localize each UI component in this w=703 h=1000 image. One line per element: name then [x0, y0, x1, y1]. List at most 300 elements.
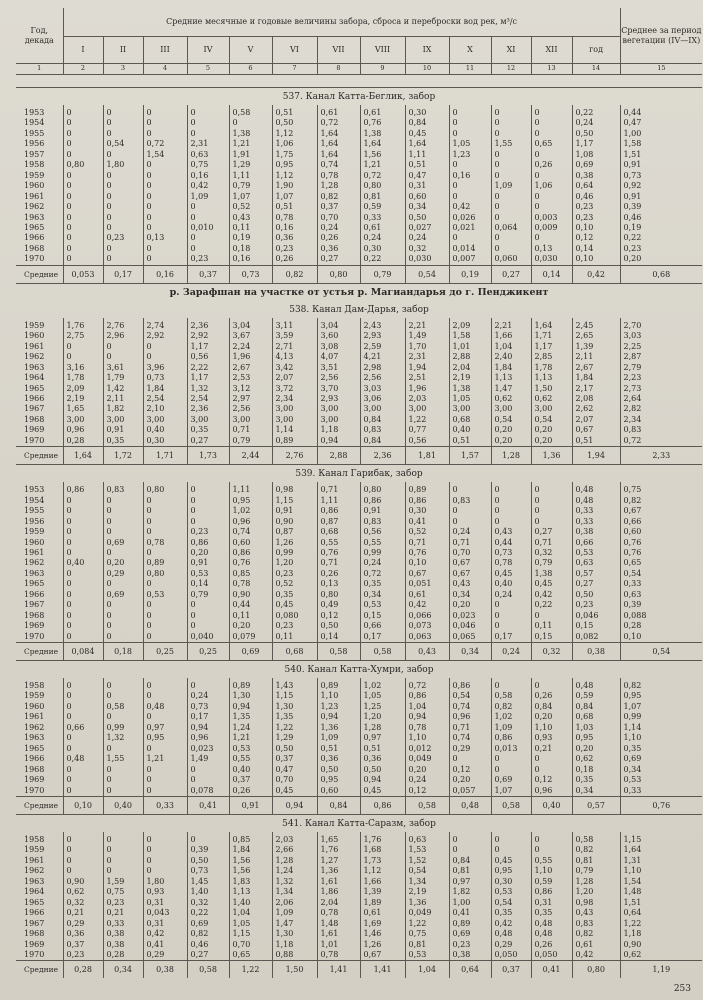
value-cell: 0,36 — [317, 754, 360, 764]
value-cell: 0,29 — [63, 919, 103, 929]
value-cell: 0 — [449, 832, 491, 845]
value-cell: 0,91 — [360, 506, 405, 516]
average-value: 0,54 — [620, 643, 702, 661]
value-cell: 0,088 — [620, 611, 702, 621]
table-row — [16, 908, 702, 918]
value-cell: 0,12 — [531, 775, 572, 785]
value-cell: 2,04 — [317, 898, 360, 908]
value-cell: 0,81 — [360, 192, 405, 202]
year-cell: 1961 — [24, 712, 45, 722]
value-cell: 1,80 — [143, 877, 187, 887]
value-cell: 0,43 — [572, 908, 620, 918]
average-value: 0,58 — [405, 797, 449, 815]
value-cell: 0 — [63, 352, 103, 362]
value-cell: 1,02 — [491, 712, 531, 722]
table-row — [16, 765, 702, 775]
value-cell: 0 — [103, 181, 143, 191]
average-value: 1,04 — [405, 961, 449, 979]
average-value: 1,94 — [572, 447, 620, 465]
value-cell: 0,030 — [405, 254, 449, 265]
value-cell: 0,50 — [317, 765, 360, 775]
value-cell: 0 — [491, 213, 531, 223]
value-cell: 1,51 — [620, 898, 702, 908]
value-cell: 0,20 — [620, 254, 702, 265]
value-cell: 0 — [143, 856, 187, 866]
value-cell: 0 — [103, 223, 143, 233]
value-cell: 0,24 — [405, 775, 449, 785]
table-row — [16, 558, 702, 568]
value-cell: 0,051 — [405, 579, 449, 589]
column-number: 5 — [187, 64, 229, 75]
value-cell: 2,62 — [572, 404, 620, 414]
average-value: 0,16 — [143, 265, 187, 283]
value-cell: 0,61 — [572, 940, 620, 950]
value-cell: 0,58 — [491, 691, 531, 701]
value-cell: 0,69 — [449, 929, 491, 939]
value-cell: 1,05 — [229, 919, 272, 929]
value-cell: 0,99 — [620, 712, 702, 722]
value-cell: 0 — [449, 482, 491, 495]
average-value: 0,28 — [63, 961, 103, 979]
value-cell: 1,61 — [317, 929, 360, 939]
main-column-header: Средние месячные и годовые величины забора, сброса и переброски вод рек, м³/с — [63, 8, 620, 37]
value-cell: 0 — [103, 579, 143, 589]
average-value: 1,28 — [491, 447, 531, 465]
value-cell: 0,62 — [63, 887, 103, 897]
value-cell: 0,82 — [491, 702, 531, 712]
value-cell: 0,51 — [449, 436, 491, 447]
year-cell: 1966 — [24, 233, 45, 243]
month-header: X — [449, 37, 491, 64]
table-row — [16, 929, 702, 939]
value-cell: 0 — [531, 129, 572, 139]
average-value: 0,41 — [531, 961, 572, 979]
value-cell: 2,34 — [620, 415, 702, 425]
value-cell: 0,53 — [187, 569, 229, 579]
value-cell: 0,96 — [229, 517, 272, 527]
table-row — [16, 373, 702, 383]
value-cell: 0 — [63, 105, 103, 118]
value-cell: 0,61 — [317, 105, 360, 118]
value-cell: 1,69 — [360, 919, 405, 929]
value-cell: 0,42 — [187, 181, 229, 191]
value-cell: 1,45 — [187, 877, 229, 887]
value-cell: 0,68 — [317, 527, 360, 537]
value-cell: 1,18 — [272, 940, 317, 950]
value-cell: 0,51 — [405, 160, 449, 170]
value-cell: 1,55 — [491, 139, 531, 149]
value-cell: 2,66 — [272, 845, 317, 855]
average-value: 0,80 — [317, 265, 360, 283]
value-cell: 0 — [531, 678, 572, 691]
value-cell: 0 — [143, 678, 187, 691]
value-cell: 3,00 — [317, 404, 360, 414]
table-row — [16, 482, 702, 495]
table-row — [16, 150, 702, 160]
year-cell: 1959 — [24, 170, 45, 180]
value-cell: 3,16 — [63, 363, 103, 373]
year-cell: 1961 — [24, 341, 45, 351]
value-cell: 0,91 — [272, 506, 317, 516]
value-cell: 0,45 — [360, 786, 405, 797]
value-cell: 0,48 — [63, 754, 103, 764]
value-cell: 2,43 — [360, 318, 405, 331]
value-cell: 0,11 — [272, 632, 317, 643]
table-row — [16, 744, 702, 754]
value-cell: 2,67 — [229, 363, 272, 373]
value-cell: 0 — [187, 611, 229, 621]
average-row — [16, 447, 702, 465]
average-value: 1,73 — [187, 447, 229, 465]
value-cell: 0 — [63, 548, 103, 558]
value-cell: 2,45 — [572, 318, 620, 331]
value-cell: 0,10 — [572, 254, 620, 265]
value-cell: 0,12 — [572, 233, 620, 243]
value-cell: 0,28 — [620, 621, 702, 631]
value-cell: 0,40 — [143, 425, 187, 435]
table-row — [16, 213, 702, 223]
value-cell: 0,67 — [449, 569, 491, 579]
year-cell: 1965 — [24, 222, 45, 232]
value-cell: 1,12 — [272, 171, 317, 181]
value-cell: 0,67 — [572, 425, 620, 435]
value-cell: 0,72 — [620, 436, 702, 447]
value-cell: 0,83 — [360, 425, 405, 435]
value-cell: 1,22 — [405, 415, 449, 425]
value-cell: 0,27 — [572, 579, 620, 589]
value-cell: 3,67 — [229, 331, 272, 341]
value-cell: 0,95 — [229, 496, 272, 506]
value-cell: 0,20 — [449, 600, 491, 610]
value-cell: 1,15 — [272, 496, 317, 506]
value-cell: 0,050 — [491, 950, 531, 961]
value-cell: 0,58 — [572, 832, 620, 845]
value-cell: 0 — [143, 744, 187, 754]
value-cell: 0 — [103, 775, 143, 785]
value-cell: 0,81 — [405, 940, 449, 950]
column-number: 1 — [16, 64, 63, 75]
average-value: 0,43 — [405, 643, 449, 661]
value-cell: 1,84 — [229, 845, 272, 855]
value-cell: 0,80 — [360, 482, 405, 495]
value-cell: 0,080 — [272, 611, 317, 621]
month-header: XI — [491, 37, 531, 64]
value-cell: 1,31 — [620, 856, 702, 866]
table-row — [16, 950, 702, 961]
value-cell: 1,49 — [405, 331, 449, 341]
value-cell: 0,48 — [531, 929, 572, 939]
value-cell: 0,68 — [449, 415, 491, 425]
value-cell: 0 — [63, 150, 103, 160]
year-cell: 1970 — [24, 631, 45, 641]
value-cell: 0 — [63, 171, 103, 181]
value-cell: 0,62 — [620, 950, 702, 961]
value-cell: 0,57 — [572, 569, 620, 579]
table-row — [16, 569, 702, 579]
value-cell: 0,20 — [531, 425, 572, 435]
value-cell: 0,13 — [317, 579, 360, 589]
value-cell: 0,51 — [317, 744, 360, 754]
value-cell: 0,47 — [620, 118, 702, 128]
table-row — [16, 244, 702, 254]
value-cell: 0 — [187, 517, 229, 527]
value-cell: 0,60 — [317, 786, 360, 797]
value-cell: 0,13 — [531, 244, 572, 254]
value-cell: 1,34 — [405, 877, 449, 887]
value-cell: 1,07 — [229, 192, 272, 202]
value-cell: 0,23 — [103, 233, 143, 243]
month-header: II — [103, 37, 143, 64]
value-cell: 1,36 — [317, 866, 360, 876]
column-number: 11 — [449, 64, 491, 75]
average-value: 2,44 — [229, 447, 272, 465]
value-cell: 0,33 — [572, 506, 620, 516]
value-cell: 0,88 — [272, 950, 317, 961]
value-cell: 2,73 — [620, 384, 702, 394]
average-value: 0,32 — [531, 643, 572, 661]
value-cell: 0 — [449, 118, 491, 128]
value-cell: 0,079 — [229, 632, 272, 643]
value-cell: 2,40 — [491, 352, 531, 362]
value-cell: 1,53 — [405, 845, 449, 855]
year-cell: 1960 — [24, 701, 45, 711]
value-cell: 0 — [449, 233, 491, 243]
value-cell: 0,10 — [405, 558, 449, 568]
value-cell: 0,67 — [620, 506, 702, 516]
table-row — [16, 118, 702, 128]
value-cell: 2,10 — [143, 404, 187, 414]
value-cell: 0,16 — [229, 254, 272, 265]
table-row — [16, 192, 702, 202]
year-cell: 1958 — [24, 160, 45, 170]
value-cell: 0,71 — [449, 538, 491, 548]
average-value: 0,82 — [272, 265, 317, 283]
value-cell: 1,71 — [531, 331, 572, 341]
value-cell: 0 — [531, 832, 572, 845]
average-value: 0,37 — [491, 961, 531, 979]
value-cell: 0,86 — [405, 691, 449, 701]
value-cell: 0,20 — [405, 765, 449, 775]
value-cell: 1,84 — [491, 363, 531, 373]
value-cell: 0,39 — [620, 202, 702, 212]
average-value: 1,36 — [531, 447, 572, 465]
value-cell: 1,09 — [491, 181, 531, 191]
value-cell: 0,49 — [317, 600, 360, 610]
value-cell: 0 — [449, 192, 491, 202]
value-cell: 0 — [143, 845, 187, 855]
value-cell: 1,30 — [272, 702, 317, 712]
average-value: 0,19 — [449, 265, 491, 283]
value-cell: 0,76 — [229, 558, 272, 568]
value-cell: 0,22 — [531, 600, 572, 610]
value-cell: 1,84 — [572, 373, 620, 383]
value-cell: 1,17 — [572, 139, 620, 149]
year-cell: 1961 — [24, 855, 45, 865]
value-cell: 0,50 — [272, 118, 317, 128]
value-cell: 1,23 — [317, 702, 360, 712]
value-cell: 0,42 — [491, 919, 531, 929]
value-cell: 1,09 — [491, 723, 531, 733]
section — [16, 660, 702, 814]
value-cell: 0 — [491, 832, 531, 845]
value-cell: 0 — [531, 506, 572, 516]
section-title: 538. Канал Дам-Дарья, забор — [289, 304, 429, 315]
average-value: 0,33 — [143, 797, 187, 815]
value-cell: 2,64 — [620, 394, 702, 404]
value-cell: 1,65 — [317, 832, 360, 845]
value-cell: 0 — [143, 160, 187, 170]
column-number: 7 — [272, 64, 317, 75]
value-cell: 0,20 — [491, 425, 531, 435]
value-cell: 1,21 — [229, 733, 272, 743]
value-cell: 0,91 — [620, 192, 702, 202]
value-cell: 0,80 — [360, 181, 405, 191]
average-value: 0,58 — [317, 643, 360, 661]
value-cell: 0,83 — [449, 496, 491, 506]
value-cell: 0,30 — [143, 436, 187, 447]
value-cell: 0 — [103, 712, 143, 722]
value-cell: 1,28 — [272, 856, 317, 866]
value-cell: 0 — [143, 579, 187, 589]
value-cell: 2,23 — [620, 373, 702, 383]
value-cell: 0 — [63, 775, 103, 785]
average-value: 0,34 — [103, 961, 143, 979]
table-row — [16, 436, 702, 447]
year-cell: 1959 — [24, 320, 45, 330]
value-cell: 0,43 — [449, 579, 491, 589]
value-cell: 0 — [143, 832, 187, 845]
year-cell: 1955 — [24, 128, 45, 138]
value-cell: 0 — [143, 352, 187, 362]
value-cell: 0,007 — [449, 254, 491, 265]
value-cell: 1,82 — [103, 404, 143, 414]
section — [16, 87, 702, 283]
average-value: 0,69 — [229, 643, 272, 661]
value-cell: 0 — [491, 517, 531, 527]
year-cell: 1965 — [24, 383, 45, 393]
year-cell: 1968 — [24, 764, 45, 774]
average-value: 0,57 — [572, 797, 620, 815]
value-cell: 1,27 — [317, 856, 360, 866]
value-cell: 1,89 — [360, 898, 405, 908]
value-cell: 0 — [103, 202, 143, 212]
value-cell: 0,93 — [143, 887, 187, 897]
table-row — [16, 723, 702, 733]
value-cell: 0,20 — [103, 558, 143, 568]
value-cell: 0,72 — [405, 678, 449, 691]
value-cell: 0,79 — [531, 558, 572, 568]
value-cell: 0,63 — [405, 832, 449, 845]
average-value: 0,64 — [449, 961, 491, 979]
table-row — [16, 363, 702, 373]
value-cell: 1,30 — [229, 691, 272, 701]
value-cell: 0,52 — [229, 202, 272, 212]
value-cell: 1,18 — [620, 929, 702, 939]
value-cell: 1,02 — [229, 506, 272, 516]
value-cell: 0,70 — [317, 213, 360, 223]
table-row — [16, 887, 702, 897]
value-cell: 0,54 — [449, 691, 491, 701]
value-cell: 0,86 — [491, 733, 531, 743]
value-cell: 0,24 — [572, 118, 620, 128]
value-cell: 0,47 — [272, 765, 317, 775]
value-cell: 0,66 — [360, 621, 405, 631]
value-cell: 0,86 — [317, 506, 360, 516]
value-cell: 0,89 — [449, 919, 491, 929]
value-cell: 0 — [143, 517, 187, 527]
value-cell: 1,36 — [405, 898, 449, 908]
value-cell: 0,50 — [187, 856, 229, 866]
value-cell: 0,69 — [491, 775, 531, 785]
table-row — [16, 786, 702, 797]
value-cell: 0,73 — [491, 548, 531, 558]
table-row — [16, 919, 702, 929]
value-cell: 0,23 — [620, 244, 702, 254]
value-cell: 2,70 — [620, 318, 702, 331]
average-value: 0,54 — [405, 265, 449, 283]
value-cell: 0 — [143, 691, 187, 701]
value-cell: 0,96 — [63, 425, 103, 435]
average-value: 0,58 — [491, 797, 531, 815]
value-cell: 3,51 — [317, 363, 360, 373]
year-cell: 1969 — [24, 621, 45, 631]
value-cell: 0 — [103, 517, 143, 527]
value-cell: 0,90 — [620, 940, 702, 950]
value-cell: 1,70 — [405, 342, 449, 352]
value-cell: 0,23 — [272, 569, 317, 579]
value-cell: 0,010 — [187, 223, 229, 233]
year-cell: 1954 — [24, 118, 45, 128]
year-cell: 1963 — [24, 568, 45, 578]
value-cell: 0,11 — [229, 611, 272, 621]
value-cell: 1,01 — [449, 342, 491, 352]
value-cell: 0 — [143, 254, 187, 265]
year-cell: 1962 — [24, 202, 45, 212]
value-cell: 0,27 — [187, 436, 229, 447]
value-cell: 0,36 — [317, 244, 360, 254]
value-cell: 0,65 — [620, 558, 702, 568]
month-header: VIII — [360, 37, 405, 64]
value-cell: 2,96 — [103, 331, 143, 341]
value-cell: 0,043 — [143, 908, 187, 918]
value-cell: 0,73 — [620, 171, 702, 181]
value-cell: 3,00 — [143, 415, 187, 425]
value-cell: 0,30 — [360, 244, 405, 254]
value-cell: 0,54 — [491, 898, 531, 908]
value-cell: 1,10 — [620, 866, 702, 876]
value-cell: 3,00 — [491, 404, 531, 414]
value-cell: 0,65 — [229, 950, 272, 961]
column-number: 4 — [143, 64, 187, 75]
value-cell: 0,12 — [449, 765, 491, 775]
value-cell: 2,67 — [572, 363, 620, 373]
value-cell: 0,50 — [317, 621, 360, 631]
value-cell: 0 — [531, 482, 572, 495]
value-cell: 0 — [187, 244, 229, 254]
year-cell: 1966 — [24, 908, 45, 918]
value-cell: 0,60 — [229, 538, 272, 548]
average-value: 0,37 — [187, 265, 229, 283]
average-row — [16, 643, 702, 661]
value-cell: 0,040 — [187, 632, 229, 643]
value-cell: 0 — [103, 621, 143, 631]
value-cell: 0,27 — [317, 254, 360, 265]
table-row — [16, 527, 702, 537]
value-cell: 0,43 — [491, 527, 531, 537]
value-cell: 3,03 — [360, 384, 405, 394]
value-cell: 3,00 — [449, 404, 491, 414]
value-cell: 0,60 — [620, 527, 702, 537]
